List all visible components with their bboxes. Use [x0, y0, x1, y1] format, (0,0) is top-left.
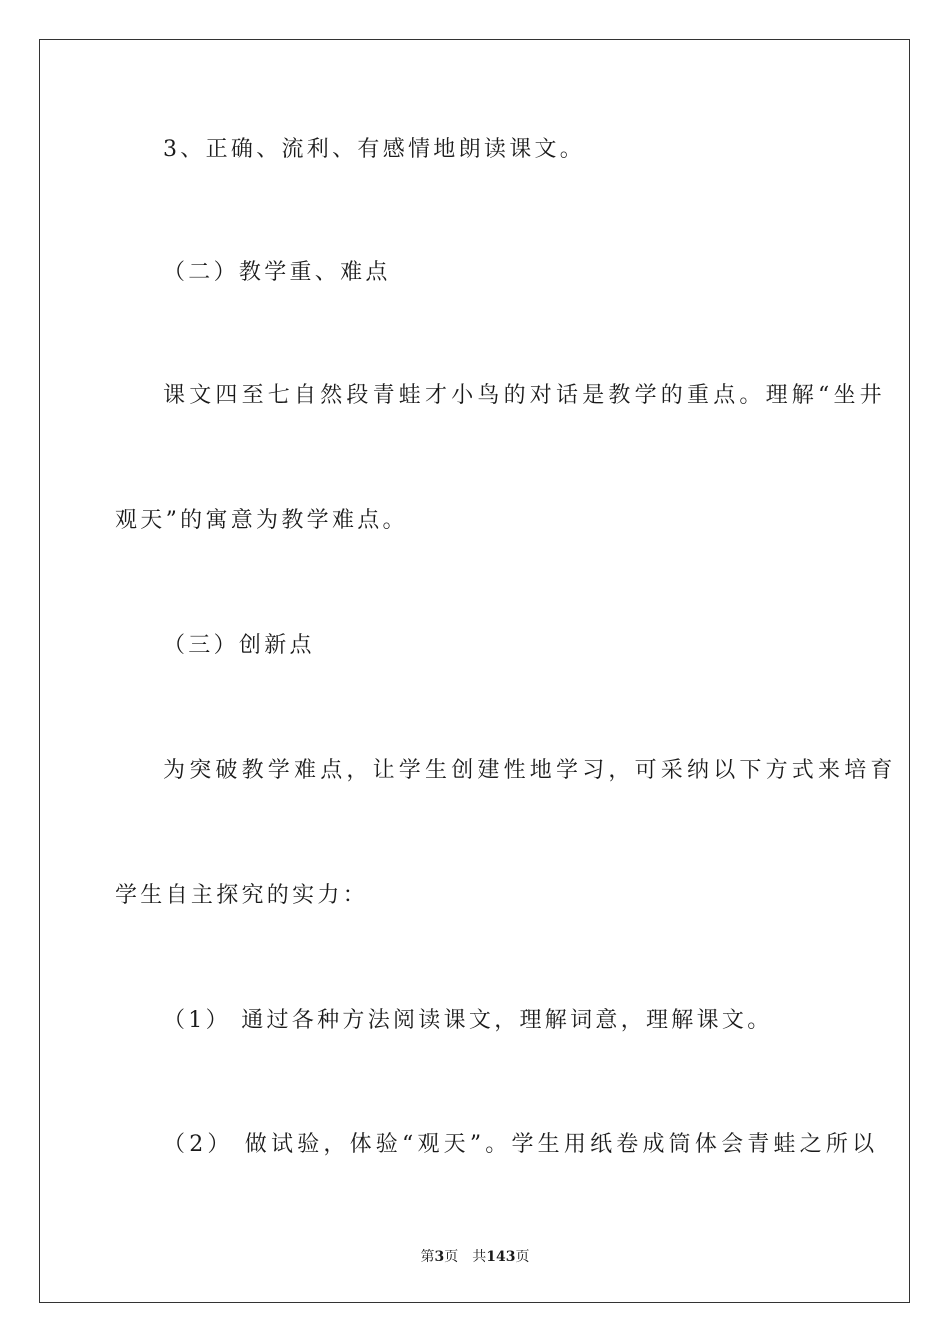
footer-page-number: 3: [434, 1249, 445, 1265]
footer-total-pages: 143: [486, 1249, 516, 1265]
paragraph-key-points-line-2: 观天”的寓意为教学难点。: [115, 508, 408, 533]
section-heading-key-difficult-points: （二）教学重、难点: [163, 260, 391, 285]
paragraph-key-points-line-1: 课文四至七自然段青蛙才小鸟的对话是教学的重点。理解“坐井: [163, 383, 886, 408]
paragraph-innovation-line-2: 学生自主探究的实力：: [115, 883, 369, 908]
footer-total-suffix: 页: [515, 1249, 530, 1265]
section-heading-innovation-points: （三）创新点: [163, 633, 315, 658]
paragraph-innovation-line-1: 为突破教学难点，让学生创建性地学习，可采纳以下方式来培育: [163, 758, 897, 783]
item-3-reading-objective: 3、正确、流利、有感情地朗读课文。: [163, 137, 586, 162]
footer-page-suffix: 页: [444, 1249, 459, 1265]
page-border: [39, 39, 910, 1303]
footer-total-prefix: 共: [472, 1249, 487, 1265]
list-item-1: （1） 通过各种方法阅读课文，理解词意，理解课文。: [163, 1008, 773, 1033]
page-footer: [0, 1248, 950, 1266]
footer-page-prefix: 第: [420, 1249, 435, 1265]
list-item-2: （2） 做试验，体验“观天”。学生用纸卷成筒体会青蛙之所以: [163, 1132, 879, 1157]
